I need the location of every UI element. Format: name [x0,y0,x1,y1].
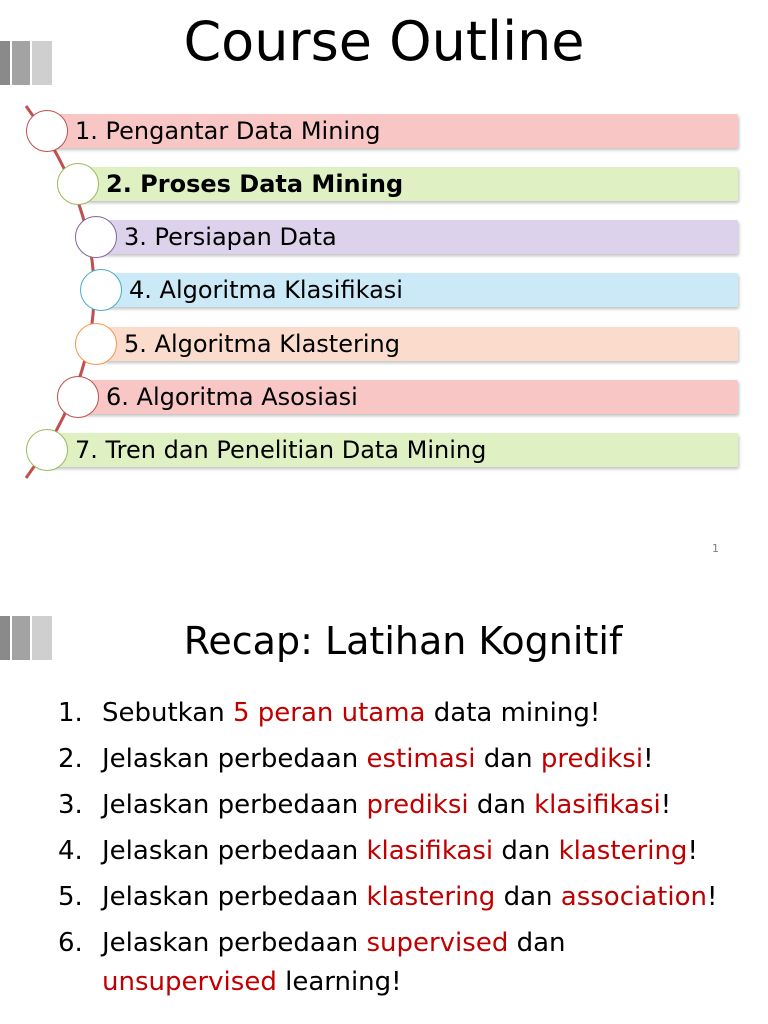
question-text: ! [643,744,654,774]
outline-item-6: 6. Algoritma Asosiasi [78,380,738,414]
question-number: 2. [58,744,83,774]
outline-item-2: 2. Proses Data Mining [78,167,738,201]
question-text: Sebutkan [102,698,233,728]
highlighted-term: association [560,882,707,912]
page-number: 1 [712,542,719,555]
outline-item-marker [75,323,117,365]
question-text: data mining! [425,698,601,728]
slide-title: Recap: Latihan Kognitif [183,619,623,663]
highlighted-term: 5 peran utama [232,698,426,728]
question-text: dan [493,836,559,866]
highlighted-term: klastering [366,882,496,912]
slide-recap [0,576,768,1024]
outline-item-marker [26,110,68,152]
outline-item-marker [75,216,117,258]
question-text: Jelaskan perbedaan [102,836,367,866]
question-number: 4. [58,836,83,866]
highlighted-term: prediksi [540,744,644,774]
question-number: 3. [58,790,83,820]
question-item [58,740,748,779]
question-number: 6. [58,928,83,958]
question-text: ! [660,790,672,820]
question-text: Jelaskan perbedaan [102,928,367,958]
outline-item-marker [80,269,122,311]
outline-item-marker [57,163,99,205]
question-number: 5. [58,882,83,912]
outline-item-3: 3. Persiapan Data [96,220,738,254]
slide-title: Course Outline [183,10,585,73]
highlighted-term: klasifikasi [366,836,494,866]
question-item [58,786,748,825]
outline-item-4: 4. Algoritma Klasifikasi [101,273,738,307]
question-text: dan [468,790,535,820]
highlighted-term: prediksi [366,790,469,820]
outline-item-7: 7. Tren dan Penelitian Data Mining [47,433,738,467]
question-text: dan [495,882,561,912]
question-number: 1. [58,698,83,728]
question-text: ! [687,836,698,866]
highlighted-term: unsupervised [102,967,277,997]
question-item [58,832,748,871]
question-text: ! [706,882,718,912]
highlighted-term: klastering [558,836,688,866]
highlighted-term: supervised [366,928,509,958]
outline-item-marker [57,376,99,418]
question-text: Jelaskan perbedaan [102,744,367,774]
question-list [58,694,748,1009]
question-text: Jelaskan perbedaan [102,882,367,912]
outline-item-5: 5. Algoritma Klastering [96,327,738,361]
question-text: learning! [276,967,402,997]
question-item [58,694,748,733]
question-item [58,878,748,917]
question-text: dan [475,744,541,774]
question-item [58,924,748,1002]
outline-item-marker [26,429,68,471]
outline-item-1: 1. Pengantar Data Mining [47,114,738,148]
highlighted-term: klasifikasi [534,790,661,820]
highlighted-term: estimasi [366,744,476,774]
question-text: Jelaskan perbedaan [102,790,367,820]
question-text: dan [508,928,566,958]
